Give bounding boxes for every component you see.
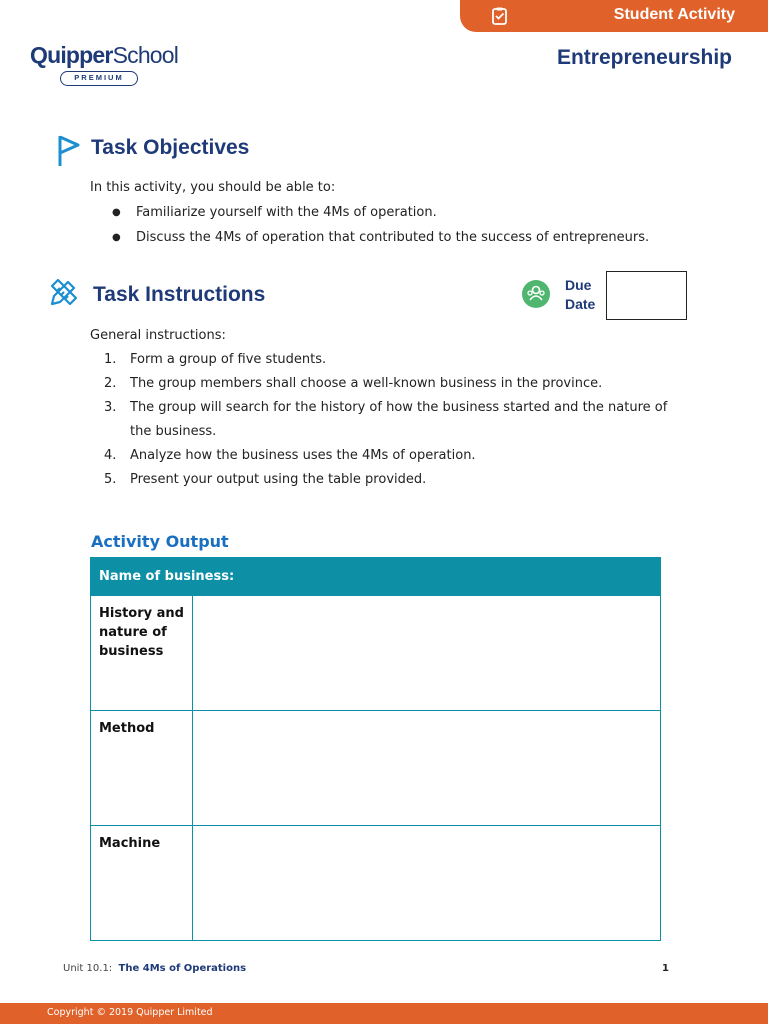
step-text: The group members shall choose a well-known business in the province. xyxy=(130,376,603,391)
activity-output-table xyxy=(90,557,661,941)
logo-premium-badge: PREMIUM xyxy=(60,71,138,86)
row-label: Machine xyxy=(91,826,193,941)
pencil-ruler-icon xyxy=(48,276,80,308)
activity-output-title: Activity Output xyxy=(91,532,229,551)
student-activity-tab xyxy=(460,0,768,32)
answer-cell[interactable] xyxy=(193,596,661,711)
unit-prefix: Unit 10.1: xyxy=(63,963,113,974)
group-people-icon xyxy=(522,280,550,308)
list-item: ● Discuss the 4Ms of operation that contributed to the success of entrepreneurs. xyxy=(112,229,649,254)
copyright-text: Copyright © 2019 Quipper Limited xyxy=(47,1007,213,1018)
unit-title: The 4Ms of Operations xyxy=(118,963,247,974)
clipboard-check-icon xyxy=(490,6,510,26)
step-text: Present your output using the table provided. xyxy=(130,472,427,487)
instructions-intro: General instructions: xyxy=(90,328,226,343)
due-date-box[interactable] xyxy=(606,271,687,320)
page-number: 1 xyxy=(662,963,669,974)
logo-brand-bold: Quipper xyxy=(30,42,113,68)
table-header-row xyxy=(91,558,661,596)
flag-icon xyxy=(56,134,82,168)
step-number: 5. xyxy=(104,472,117,487)
step-number: 2. xyxy=(104,376,117,391)
tab-label: Student Activity xyxy=(613,6,735,23)
table-row xyxy=(91,826,661,941)
copyright-bar xyxy=(0,1003,768,1024)
list-item xyxy=(104,348,684,372)
business-name-label[interactable]: Name of business: xyxy=(91,558,661,596)
row-label: History and nature of business xyxy=(91,596,193,711)
answer-cell[interactable] xyxy=(193,711,661,826)
row-label: Method xyxy=(91,711,193,826)
quipper-school-logo xyxy=(30,42,180,88)
step-text: Analyze how the business uses the 4Ms of operation. xyxy=(130,448,476,463)
list-item xyxy=(104,396,684,444)
task-instructions-title: Task Instructions xyxy=(93,283,266,306)
instructions-steps xyxy=(104,348,684,492)
objectives-list xyxy=(112,204,649,254)
list-item xyxy=(104,468,684,492)
step-number: 4. xyxy=(104,448,117,463)
table-row xyxy=(91,711,661,826)
logo-brand-regular: School xyxy=(112,42,179,68)
list-item: ● Familiarize yourself with the 4Ms of operation. xyxy=(112,204,649,229)
answer-cell[interactable] xyxy=(193,826,661,941)
objectives-intro: In this activity, you should be able to: xyxy=(90,180,336,195)
subject-title: Entrepreneurship xyxy=(556,46,732,69)
footer-unit xyxy=(63,963,246,974)
list-item xyxy=(104,444,684,468)
step-number: 1. xyxy=(104,352,117,367)
step-text: The group will search for the history of how the business started and the nature of the business. xyxy=(130,400,668,439)
task-objectives-title: Task Objectives xyxy=(91,136,250,159)
step-number: 3. xyxy=(104,400,117,415)
step-text: Form a group of five students. xyxy=(130,352,327,367)
list-item xyxy=(104,372,684,396)
table-row xyxy=(91,596,661,711)
due-date-label: Due Date xyxy=(565,277,596,312)
logo-wordmark xyxy=(30,42,180,69)
